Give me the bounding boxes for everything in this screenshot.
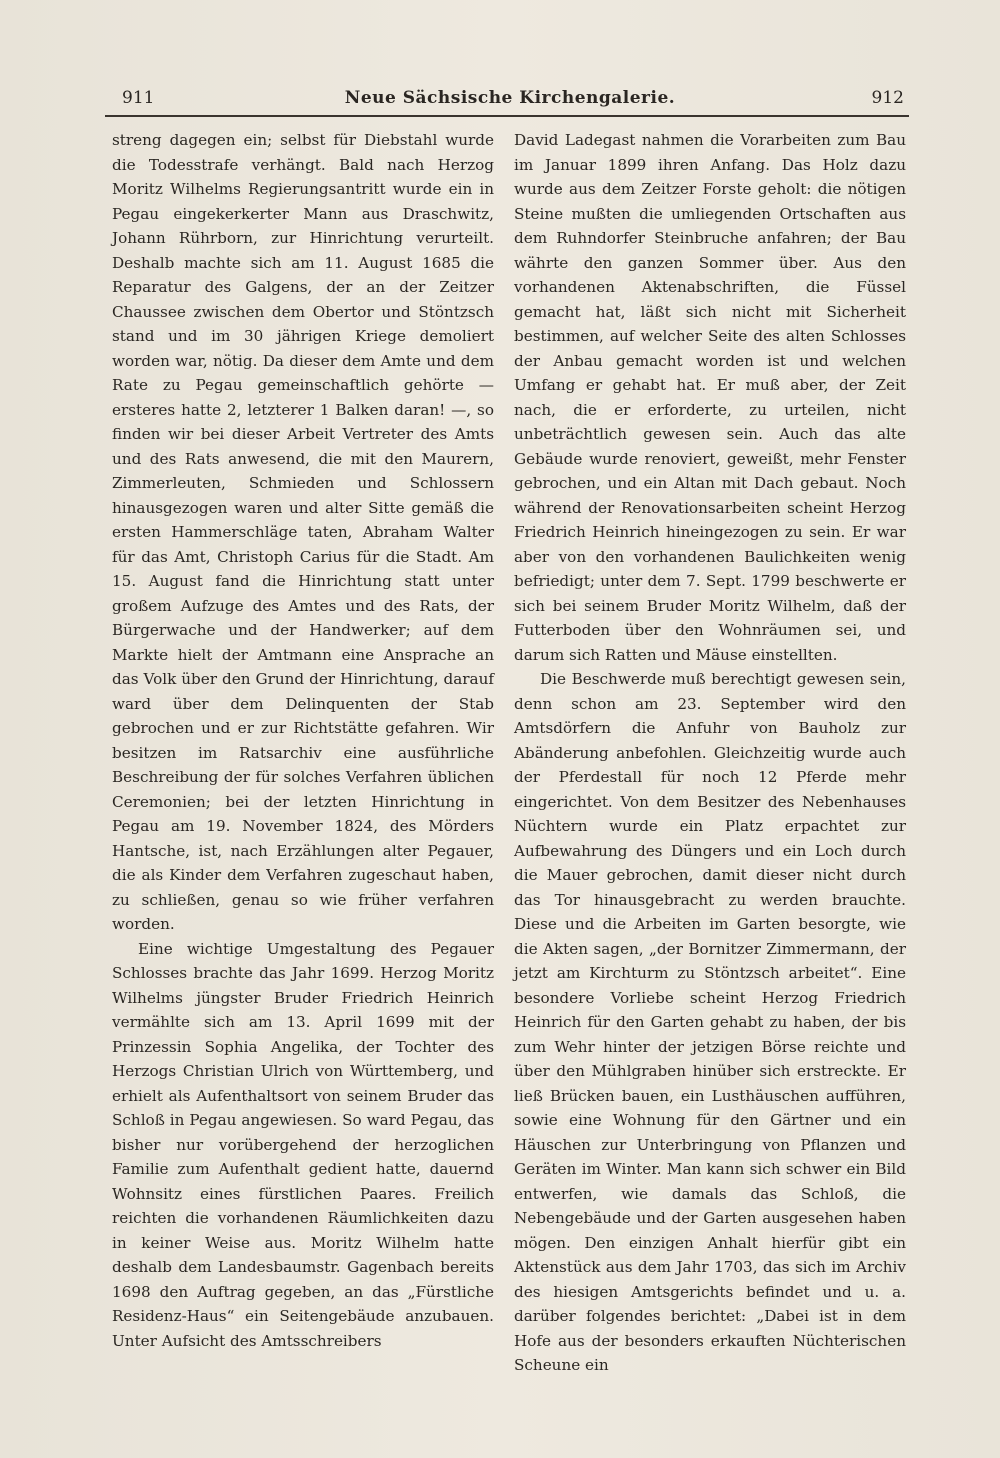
left-column (112, 128, 494, 1353)
right-paragraph-1: David Ladegast nahmen die Vorarbeiten zum Bau im Januar 1899 ihren Anfang. Das Holz dazu wurde aus dem Zeitzer Forste geholt: die nötigen Steine mußten die umliegenden Ortschaften aus dem Ruhndorfer Steinbruche anfahren; der Bau währte den ganzen Sommer über. Aus den vorhandenen Aktenabschriften, die Füssel gemacht hat, läßt sich nicht mit Sicherheit bestimmen, auf welcher Seite des alten Schlosses der Anbau gemacht worden ist und welchen Umfang er gehabt hat. Er muß aber, der Zeit nach, die er erforderte, zu urteilen, nicht unbeträchtlich gewesen sein. Auch das alte Gebäude wurde renoviert, geweißt, mehr Fenster gebrochen, und ein Altan mit Dach gebaut. Noch während der Renovationsarbeiten scheint Herzog Friedrich Heinrich hineingezogen zu sein. Er war aber von den vorhandenen Baulichkeiten wenig befriedigt; unter dem 7. Sept. 1799 beschwerte er sich bei seinem Bruder Moritz Wilhelm, daß der Futterboden über den Wohnräumen sei, und darum sich Ratten und Mäuse einstellten. (514, 131, 906, 664)
page-number-left: 911 (122, 88, 155, 108)
header-rule (105, 115, 909, 117)
left-paragraph-1: streng dagegen ein; selbst für Diebstahl wurde die Todesstrafe verhängt. Bald nach Herzog Moritz Wilhelms Regierungsantritt wurde ein in Pegau eingekerkerter Mann aus Draschwitz, Johann Rührborn, zur Hinrichtung verurteilt. Deshalb machte sich am 11. August 1685 die Reparatur des Galgens, der an der Zeitzer Chaussee zwischen dem Obertor und Stöntzsch stand und im 30 jährigen Kriege demoliert worden war, nötig. Da dieser dem Amte und dem Rate zu Pegau gemeinschaftlich gehörte — ersteres hatte 2, letzterer 1 Balken daran! —, so finden wir bei dieser Arbeit Vertreter des Amts und des Rats anwesend, die mit den Maurern, Zimmerleuten, Schmieden und Schlossern hinausgezogen waren und alter Sitte gemäß die ersten Hammerschläge taten, Abraham Walter für das Amt, Christoph Carius für die Stadt. Am 15. August fand die Hinrichtung statt unter großem Aufzuge des Amtes und des Rats, der Bürgerwache und der Handwerker; auf dem Markte hielt der Amtmann eine Ansprache an das Volk über den Grund der Hinrichtung, darauf ward über dem Delinquenten der Stab gebrochen und er zur Richtstätte gefahren. Wir besitzen im Ratsarchiv eine ausführliche Beschreibung der für solches Verfahren üblichen Ceremonien; bei der letzten Hinrichtung in Pegau am 19. November 1824, des Mörders Hantsche, ist, nach Erzählungen alter Pegauer, die als Kinder dem Verfahren zugeschaut haben, zu schließen, genau so wie früher verfahren worden. (112, 131, 494, 933)
page-header (112, 86, 908, 112)
right-column (514, 128, 906, 1378)
running-title: Neue Sächsische Kirchengalerie. (344, 88, 676, 108)
page-number-right: 912 (871, 88, 904, 108)
right-paragraph-2: Die Beschwerde muß berechtigt gewesen sein, denn schon am 23. September wird den Amtsdörfern die Anfuhr von Bauholz zur Abänderung anbefohlen. Gleichzeitig wurde auch der Pferdestall für noch 12 Pferde mehr eingerichtet. Von dem Besitzer des Nebenhauses Nüchtern wurde ein Platz erpachtet zur Aufbewahrung des Düngers und ein Loch durch die Mauer gebrochen, damit dieser nicht durch das Tor hinausgebracht zu werden brauchte. Diese und die Arbeiten im Garten besorgte, wie die Akten sagen, „der Bornitzer Zimmermann, der jetzt am Kirchturm zu Stöntzsch arbeitet“. Eine besondere Vorliebe scheint Herzog Friedrich Heinrich für den Garten gehabt zu haben, der bis zum Wehr hinter der jetzigen Börse reichte und über den Mühlgraben hinüber sich erstreckte. Er ließ Brücken bauen, ein Lusthäuschen aufführen, sowie eine Wohnung für den Gärtner und ein Häuschen zur Unterbringung von Pflanzen und Geräten im Winter. Man kann sich schwer ein Bild entwerfen, wie damals das Schloß, die Nebengebäude und der Garten ausgesehen haben mögen. Den einzigen Anhalt hierfür gibt ein Aktenstück aus dem Jahr 1703, das sich im Archiv des hiesigen Amtsgerichts befindet und u. a. darüber folgendes berichtet: „Dabei ist in dem Hofe aus der besonders erkauften Nüchterischen Scheune ein (514, 670, 906, 1374)
left-paragraph-2: Eine wichtige Umgestaltung des Pegauer Schlosses brachte das Jahr 1699. Herzog Moritz Wilhelms jüngster Bruder Friedrich Heinrich vermählte sich am 13. April 1699 mit der Prinzessin Sophia Angelika, der Tochter des Herzogs Christian Ulrich von Württemberg, und erhielt als Aufenthaltsort von seinem Bruder das Schloß in Pegau angewiesen. So ward Pegau, das bisher nur vorübergehend der herzoglichen Familie zum Aufenthalt gedient hatte, dauernd Wohnsitz eines fürstlichen Paares. Freilich reichten die vorhandenen Räumlichkeiten dazu in keiner Weise aus. Moritz Wilhelm hatte deshalb dem Landesbaumstr. Gagenbach bereits 1698 den Auftrag gegeben, an das „Fürstliche Residenz-Haus“ ein Seitengebäude anzubauen. Unter Aufsicht des Amtsschreibers (112, 939, 494, 1350)
